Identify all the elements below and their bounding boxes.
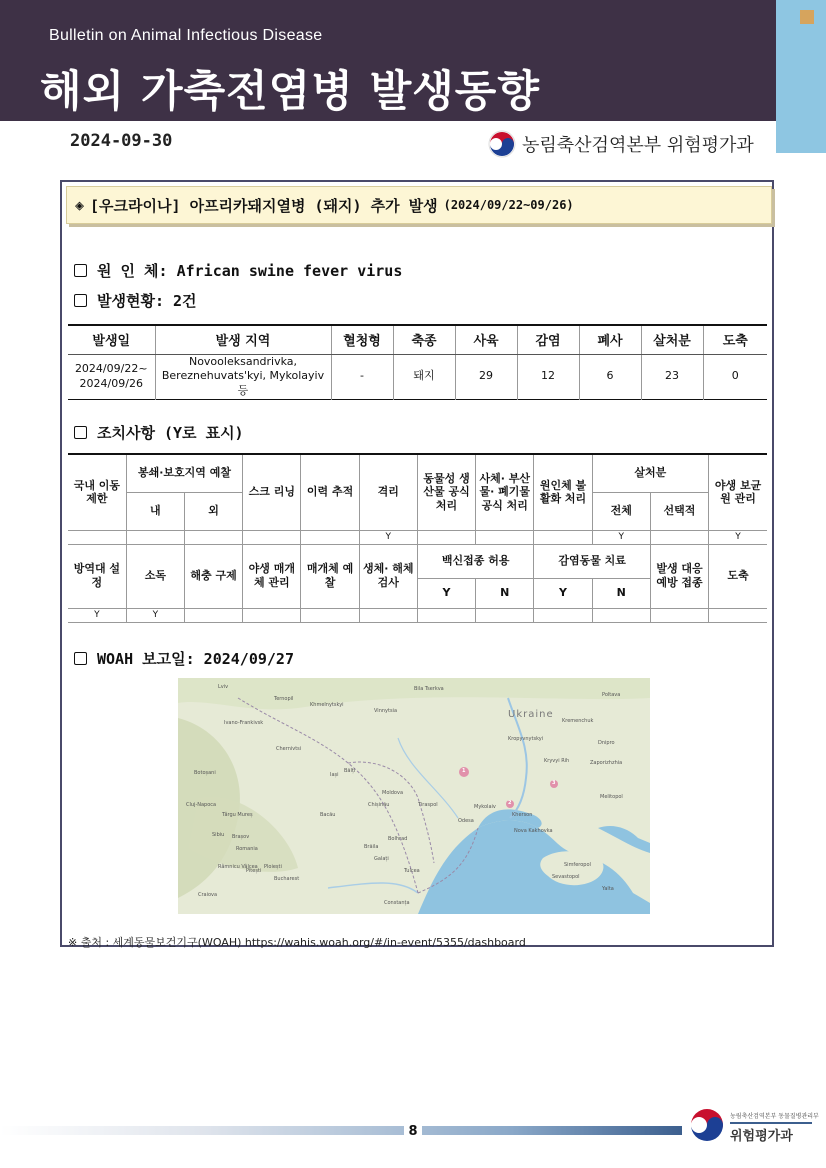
map-place-label: Odesa (458, 818, 474, 824)
h-vac-y: Y (417, 578, 475, 608)
col-header: 발생일 (68, 325, 155, 354)
map-place-label: Bucharest (274, 876, 300, 882)
map-place-label: Bila Tserkva (414, 686, 444, 692)
checkbox-square-icon (74, 294, 87, 307)
disinfection-value: Y (126, 608, 184, 622)
map-place-label: Lviv (218, 684, 229, 690)
h-trace: 이력 추적 (301, 454, 359, 530)
col-header: 폐사 (579, 325, 641, 354)
h-products: 동물성 생산물 공식 처리 (417, 454, 475, 530)
col-header: 혈청형 (331, 325, 393, 354)
culled-cell: 23 (641, 354, 703, 400)
quarantine-value: Y (359, 530, 417, 544)
map-place-label: Râmnicu Vâlcea (218, 864, 258, 870)
map-place-label: Mykolaiv (474, 804, 496, 810)
map-place-label: Zaporizhzhia (590, 760, 623, 766)
page-title: 해외 가축전염병 발생동향 (40, 67, 540, 117)
report-box (60, 180, 774, 947)
h-vector-surv: 매개체 예찰 (301, 544, 359, 608)
dead-cell: 6 (579, 354, 641, 400)
map-place-label: Brașov (232, 834, 250, 840)
map-place-label: Târgu Mureș (222, 812, 253, 818)
measures-line (74, 422, 244, 443)
measures-header-row-a (68, 454, 767, 492)
woah-text: WOAH 보고일: 2024/09/27 (97, 650, 294, 668)
outbreak-header-row (68, 325, 767, 354)
raised-cell: 29 (455, 354, 517, 400)
right-accent-strip (776, 0, 826, 153)
col-header: 도축 (703, 325, 767, 354)
map-place-label: Bacău (320, 812, 336, 818)
map-place-label: Craiova (198, 892, 218, 898)
map-place-label: Moldova (382, 790, 404, 796)
h-zoning: 방역대 설정 (68, 544, 126, 608)
outbreak-date-cell (68, 354, 155, 400)
table-row (68, 608, 767, 622)
map-place-label: Khmelnytskyi (310, 702, 344, 708)
taegeuk-logo-icon (488, 130, 516, 158)
map-place-label: Ploiești (264, 864, 282, 870)
h-bio-test: 생체· 해체 검사 (359, 544, 417, 608)
h-carcass: 사체· 부산물· 폐기물 공식 처리 (476, 454, 534, 530)
map-place-label: Iași (330, 772, 339, 778)
h-cull: 살처분 (592, 454, 708, 492)
h-cull-sel: 선택적 (650, 492, 708, 530)
zoning-value: Y (68, 608, 126, 622)
date-end: 2024/09/26 (79, 376, 143, 390)
h-screening: 스크 리닝 (243, 454, 301, 530)
footer-logo (688, 1106, 726, 1148)
species-cell: 돼지 (393, 354, 455, 400)
footer-org-name: 농림축산검역본부 동물질병관리부 (730, 1113, 819, 1120)
header-banner (0, 0, 776, 168)
map-place-label: Chișinău (368, 802, 390, 808)
table-row (68, 354, 767, 400)
col-header: 살처분 (641, 325, 703, 354)
map-place-label: Tiraspol (418, 802, 438, 808)
h-vaccination: 백신접종 허용 (417, 544, 533, 578)
outbreak-region-cell (155, 354, 331, 400)
section-title (66, 186, 772, 224)
page-number: 8 (404, 1124, 422, 1144)
h-slaughter: 도축 (709, 544, 767, 608)
region-line-2: Bereznehuvats'kyi, Mykolayiv 등 (161, 369, 325, 398)
col-header: 축종 (393, 325, 455, 354)
h-treatment: 감염동물 치료 (534, 544, 650, 578)
infected-cell: 12 (517, 354, 579, 400)
checkbox-square-icon (74, 264, 87, 277)
map-place-label: Ternopil (274, 696, 294, 702)
h-disinfection: 소독 (126, 544, 184, 608)
date-start: 2024/09/22~ (74, 361, 148, 375)
map-place-label: Bolhrad (388, 836, 408, 842)
outbreak-marker-label: 2 (508, 800, 512, 806)
map-place-label: Galați (374, 856, 389, 862)
outbreak-table (68, 324, 767, 400)
map-place-label: Romania (236, 846, 258, 852)
slaughtered-cell: 0 (703, 354, 767, 400)
col-header: 감염 (517, 325, 579, 354)
section-period: (2024/09/22~09/26) (443, 198, 574, 212)
outbreak-map (178, 678, 650, 914)
map-place-label: Tulcea (404, 868, 420, 874)
footer-gradient-bar (0, 1126, 682, 1135)
map-place-label: Sevastopol (552, 874, 580, 880)
bulletin-subtitle: Bulletin on Animal Infectious Disease (49, 27, 323, 44)
map-place-label: Kryvyi Rih (544, 758, 570, 764)
h-vac-n: N (476, 578, 534, 608)
h-zone-in: 내 (126, 492, 184, 530)
map-place-label: Poltava (602, 692, 621, 698)
footer-underline (730, 1122, 812, 1124)
h-zone: 봉쇄·보호지역 예찰 (126, 454, 242, 492)
h-wild-reservoir: 야생 보균원 관리 (709, 454, 767, 530)
map-place-label: Cluj-Napoca (186, 802, 217, 808)
measures-text: 조치사항 (Y로 표시) (97, 424, 244, 442)
map-place-label: Kherson (512, 812, 533, 818)
col-header: 발생 지역 (155, 325, 331, 354)
map-place-label: Pitești (246, 868, 262, 874)
checkbox-square-icon (74, 426, 87, 439)
outbreak-marker-label: 1 (462, 768, 466, 774)
map-place-label: Ivano-Frankivsk (224, 720, 264, 726)
serotype-cell: - (331, 354, 393, 400)
map-place-label: Brăila (364, 844, 379, 850)
map-place-label: Botoșani (194, 770, 216, 776)
map-place-label: Simferopol (564, 862, 591, 868)
h-inactivation: 원인체 불활화 처리 (534, 454, 592, 530)
org-block (488, 130, 754, 158)
h-zone-out: 외 (184, 492, 242, 530)
woah-line (74, 648, 294, 669)
map-country-label: Ukraine (508, 709, 554, 720)
h-pest: 해충 구제 (184, 544, 242, 608)
section-title-text: [우크라이나] 아프리카돼지열병 (돼지) 추가 발생 (90, 196, 438, 215)
map-place-label: Sibiu (212, 832, 225, 838)
pathogen-line (74, 260, 402, 281)
bulletin-date: 2024-09-30 (70, 131, 173, 151)
pathogen-text: 원 인 체: African swine fever virus (97, 262, 403, 280)
map-place-label: Chernivtsi (276, 746, 302, 752)
map-place-label: Yalta (602, 886, 614, 892)
h-treat-y: Y (534, 578, 592, 608)
checkbox-square-icon (74, 652, 87, 665)
measures-header-row-c (68, 544, 767, 578)
map-place-label: Constanța (384, 900, 410, 906)
map-place-label: Melitopol (600, 794, 623, 800)
h-wild-vector: 야생 매개체 관리 (243, 544, 301, 608)
taegeuk-logo-icon (688, 1106, 726, 1144)
diamond-icon: ◈ (75, 196, 85, 214)
table-row (68, 530, 767, 544)
h-movement: 국내 이동 제한 (68, 454, 126, 530)
h-treat-n: N (592, 578, 650, 608)
region-line-1: Novooleksandrivka, (188, 354, 298, 368)
map-place-label: Dnipro (598, 740, 615, 746)
outbreak-marker-label: 3 (552, 780, 556, 786)
gold-accent-square (800, 10, 814, 24)
source-note: ※ 출처 : 세계동물보건기구(WOAH) https://wahis.woah.org/#/in-event/5355/dashboard (68, 936, 526, 949)
map-place-label: Kropyvnytskyi (508, 736, 544, 742)
h-quarantine: 격리 (359, 454, 417, 530)
cull-all-value: Y (592, 530, 650, 544)
map-place-label: Vinnytsia (374, 708, 398, 714)
map-place-label: Bălți (344, 768, 356, 774)
status-line (74, 290, 197, 311)
org-name: 농림축산검역본부 위험평가과 (522, 135, 754, 156)
status-text: 발생현황: 2건 (97, 292, 197, 310)
measures-table (68, 453, 767, 623)
h-prevent-vacc: 발생 대응 예방 접종 (650, 544, 708, 608)
map-place-label: Kremenchuk (562, 718, 594, 724)
h-cull-all: 전체 (592, 492, 650, 530)
col-header: 사육 (455, 325, 517, 354)
footer-dept-name: 위험평가과 (730, 1129, 793, 1144)
wild-reservoir-value: Y (709, 530, 767, 544)
map-place-label: Nova Kakhovka (514, 828, 553, 834)
